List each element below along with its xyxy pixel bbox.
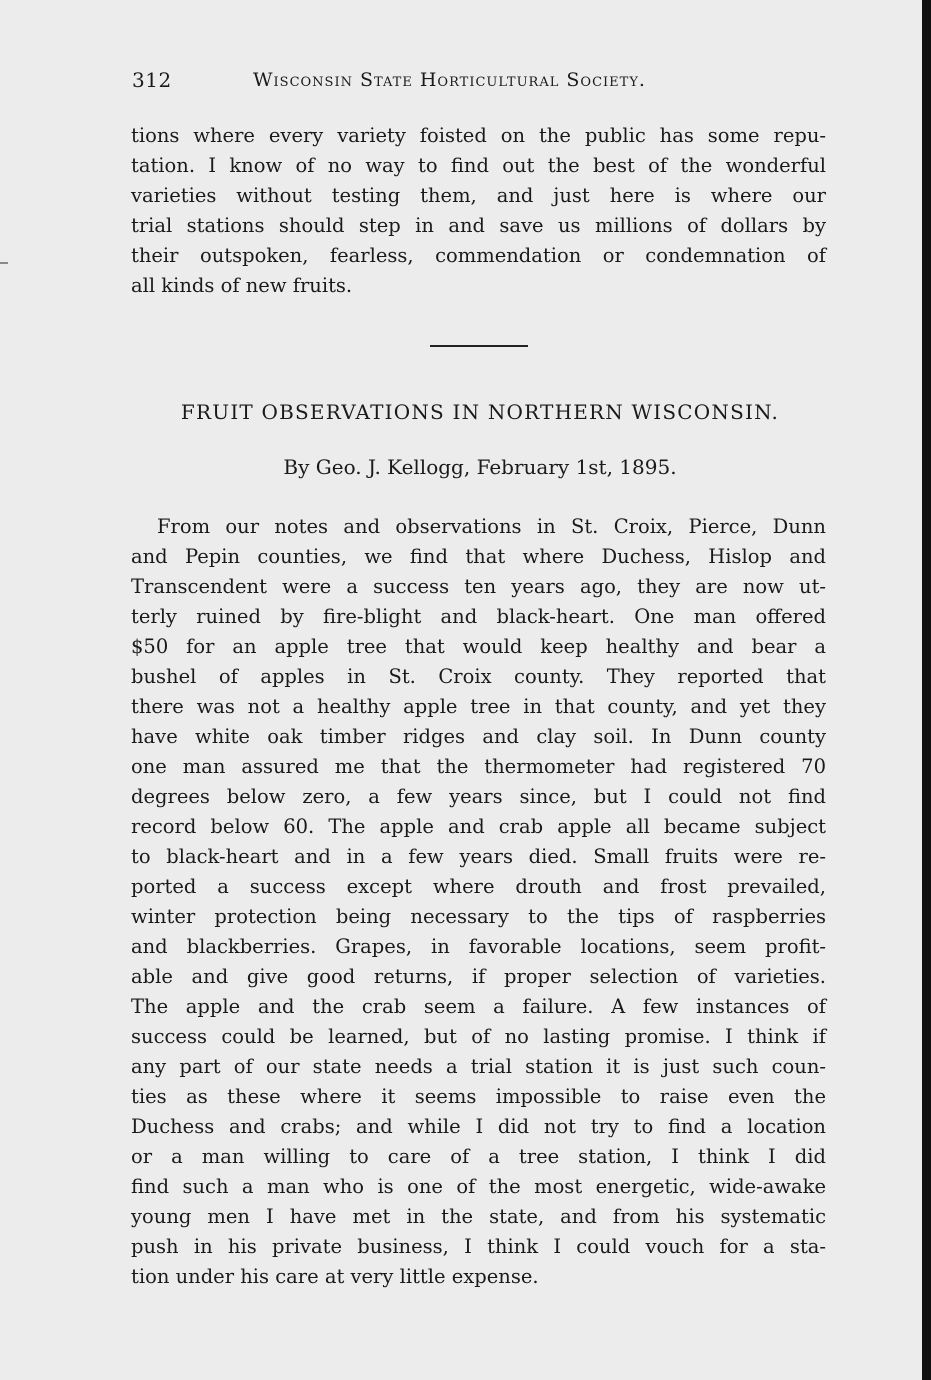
running-title: Wisconsin State Horticultural Society. — [253, 69, 646, 91]
text-line: and blackberries. Grapes, in favorable locations, seem profit- — [131, 935, 826, 958]
article-byline: By Geo. J. Kellogg, February 1st, 1895. — [283, 455, 677, 479]
text-line: find such a man who is one of the most energetic, wide-awake — [131, 1175, 826, 1198]
text-line: one man assured me that the thermometer had registered 70 — [131, 755, 826, 778]
article-body — [131, 512, 826, 1292]
text-line: ties as these where it seems impossible to raise even the — [131, 1085, 826, 1108]
text-line: Duchess and crabs; and while I did not try to find a location — [131, 1115, 826, 1138]
text-line: From our notes and observations in St. Croix, Pierce, Dunn — [157, 515, 826, 538]
text-line: any part of our state needs a trial station it is just such coun- — [131, 1055, 826, 1078]
text-line: there was not a healthy apple tree in that county, and yet they — [131, 695, 826, 718]
page-edge-shadow — [922, 0, 931, 1380]
text-line: able and give good returns, if proper selection of varieties. — [131, 965, 826, 988]
text-line: ported a success except where drouth and frost prevailed, — [131, 875, 826, 898]
text-line: all kinds of new fruits. — [131, 274, 353, 297]
continued-paragraph — [131, 121, 826, 301]
text-line: young men I have met in the state, and from his systematic — [131, 1205, 826, 1228]
text-line: bushel of apples in St. Croix county. They reported that — [131, 665, 826, 688]
text-line: tions where every variety foisted on the public has some repu- — [131, 124, 826, 147]
text-line: and Pepin counties, we find that where Duchess, Hislop and — [131, 545, 826, 568]
margin-mark — [0, 262, 8, 264]
text-line: The apple and the crab seem a failure. A few instances of — [131, 995, 826, 1018]
text-line: to black-heart and in a few years died. Small fruits were re- — [131, 845, 826, 868]
text-line: $50 for an apple tree that would keep healthy and bear a — [131, 635, 826, 658]
text-line: have white oak timber ridges and clay soil. In Dunn county — [131, 725, 826, 748]
text-line: terly ruined by fire-blight and black-heart. One man offered — [131, 605, 826, 628]
text-line: Transcendent were a success ten years ago, they are now ut- — [131, 575, 826, 598]
text-line: varieties without testing them, and just here is where our — [131, 184, 826, 207]
text-line: tation. I know of no way to find out the best of the wonderful — [131, 154, 826, 177]
text-line: winter protection being necessary to the tips of raspberries — [131, 905, 826, 928]
text-line: tion under his care at very little expense. — [131, 1265, 539, 1288]
text-line: their outspoken, fearless, commendation or condemnation of — [131, 244, 826, 267]
text-line: degrees below zero, a few years since, but I could not find — [131, 785, 826, 808]
text-line: success could be learned, but of no lasting promise. I think if — [131, 1025, 826, 1048]
text-line: push in his private business, I think I could vouch for a sta- — [131, 1235, 826, 1258]
article-title: FRUIT OBSERVATIONS IN NORTHERN WISCONSIN. — [180, 400, 780, 424]
section-divider — [430, 345, 528, 347]
text-line: trial stations should step in and save us millions of dollars by — [131, 214, 826, 237]
text-line: or a man willing to care of a tree station, I think I did — [131, 1145, 826, 1168]
page-number: 312 — [132, 68, 172, 92]
page-header — [132, 68, 832, 98]
text-line: record below 60. The apple and crab apple all became subject — [131, 815, 826, 838]
